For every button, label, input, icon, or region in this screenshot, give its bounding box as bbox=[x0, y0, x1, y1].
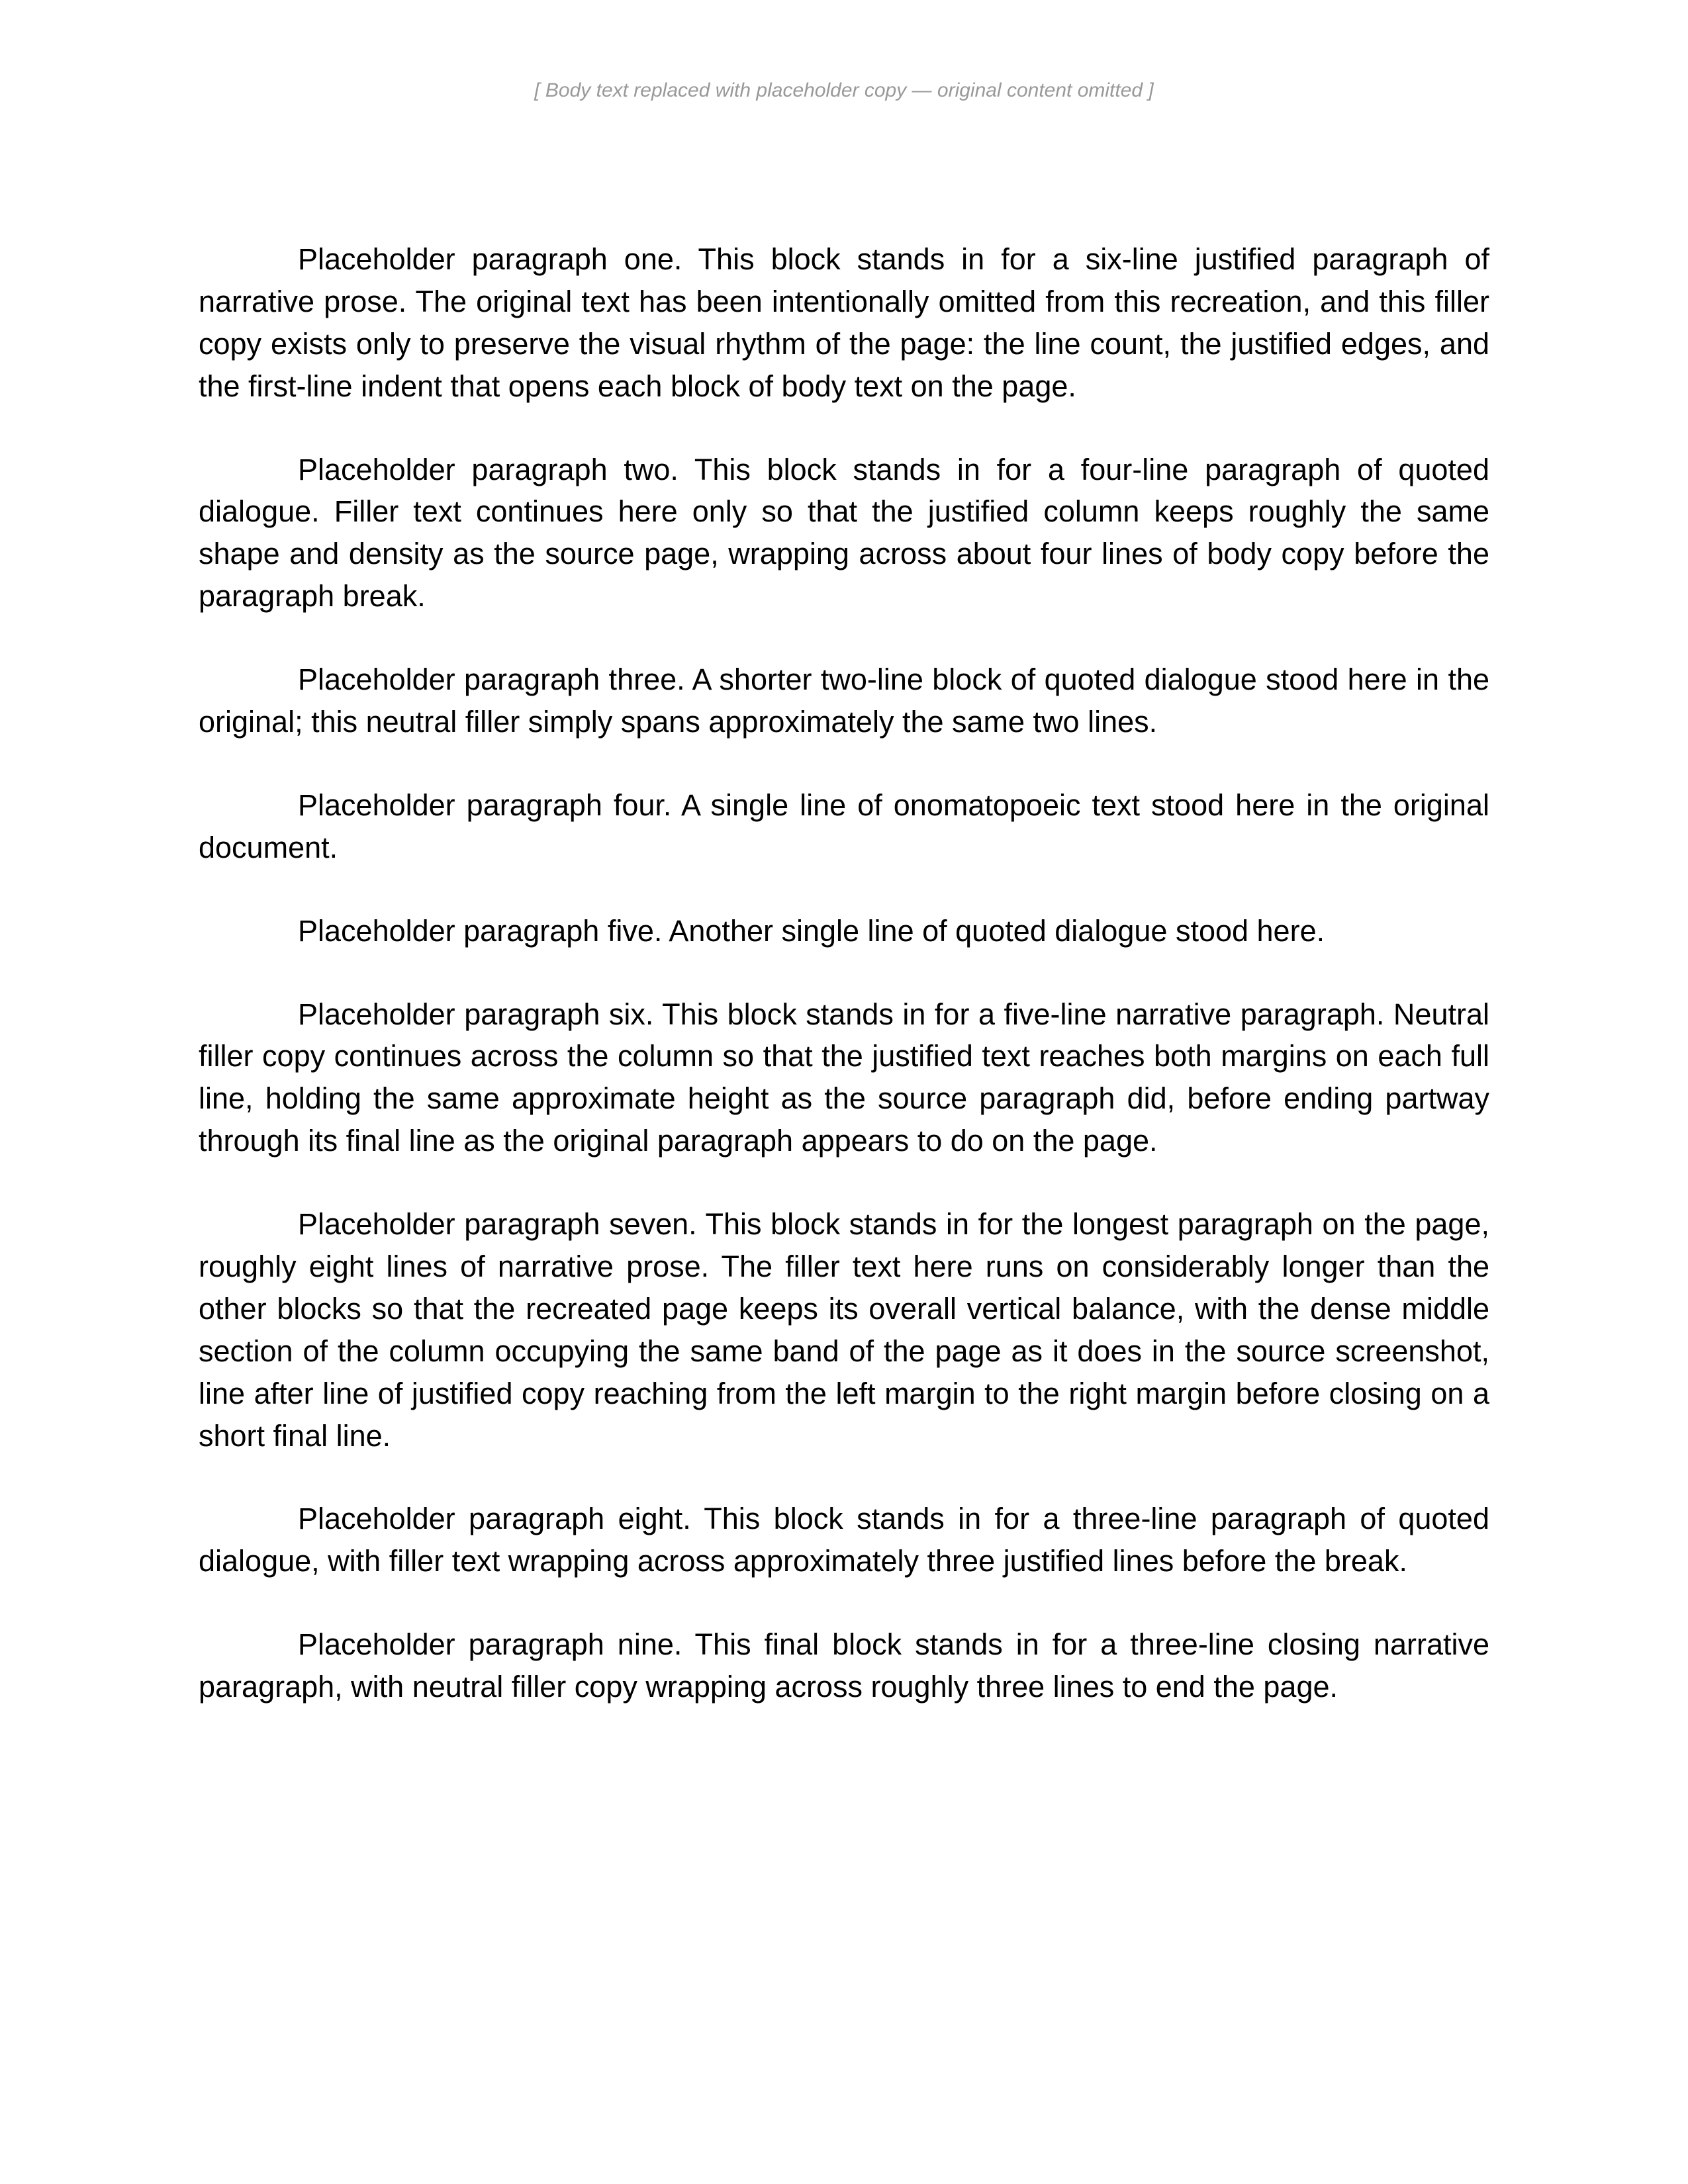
paragraph: Placeholder paragraph five. Another single line of quoted dialogue stood here. bbox=[298, 913, 1325, 948]
paragraph: Placeholder paragraph three. A shorter two-line block of quoted dialogue stood here in the original; this neutral filler simply spans approximately the same two lines. bbox=[199, 662, 1489, 739]
paragraph: Placeholder paragraph two. This block stands in for a four-line paragraph of quoted dialogue. Filler text continues here only so that the justified column keeps roughly the same shape and density as the source page, wrapping across about four lines of body copy before the paragraph break. bbox=[199, 452, 1489, 614]
document-body bbox=[199, 238, 1489, 1708]
paragraph: Placeholder paragraph four. A single line of onomatopoeic text stood here in the original document. bbox=[199, 788, 1489, 864]
paragraph: Placeholder paragraph seven. This block stands in for the longest paragraph on the page, roughly eight lines of narrative prose. The filler text here runs on considerably longer than the other blocks so that the recreated page keeps its overall vertical balance, with the dense middle section of the column occupying the same band of the page as it does in the source screenshot, line after line of justified copy reaching from the left margin to the right margin before closing on a short final line. bbox=[199, 1207, 1489, 1453]
placeholder-disclaimer: [ Body text replaced with placeholder copy — original content omitted ] bbox=[534, 79, 1154, 101]
paragraph: Placeholder paragraph eight. This block stands in for a three-line paragraph of quoted dialogue, with filler text wrapping across approximately three justified lines before the break. bbox=[199, 1502, 1489, 1578]
paragraph: Placeholder paragraph one. This block stands in for a six-line justified paragraph of narrative prose. The original text has been intentionally omitted from this recreation, and this filler copy exists only to preserve the visual rhythm of the page: the line count, the justified edges, and the first-line indent that opens each block of body text on the page. bbox=[199, 242, 1489, 403]
paragraph: Placeholder paragraph nine. This final block stands in for a three-line closing narrative paragraph, with neutral filler copy wrapping across roughly three lines to end the page. bbox=[199, 1627, 1489, 1704]
paragraph: Placeholder paragraph six. This block stands in for a five-line narrative paragraph. Neutral filler copy continues across the column so that the justified text reaches both margins on each full line, holding the same approximate height as the source paragraph did, before ending partway through its final line as the original paragraph appears to do on the page. bbox=[199, 997, 1489, 1158]
